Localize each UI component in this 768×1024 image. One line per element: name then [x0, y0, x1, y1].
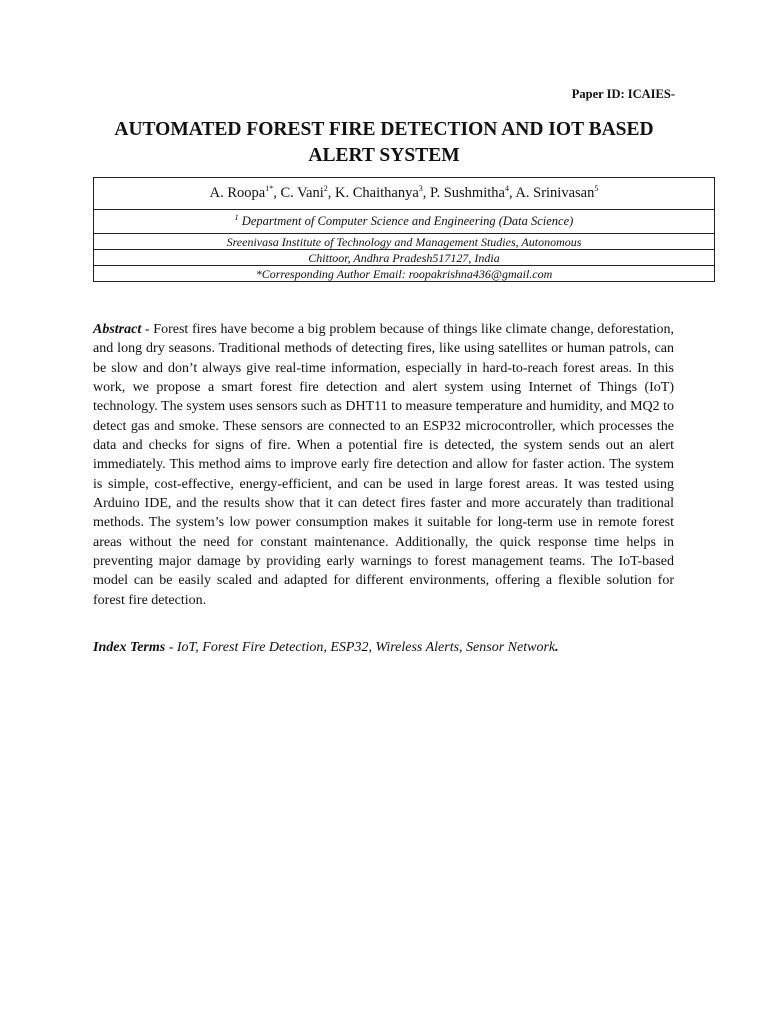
author-name: P. Sushmitha — [430, 185, 505, 201]
author-affiliation-mark: 5 — [594, 184, 599, 194]
author-table — [93, 177, 715, 282]
index-terms-text: IoT, Forest Fire Detection, ESP32, Wireless Alerts, Sensor Network — [176, 640, 556, 655]
department-mark: 1 — [234, 212, 239, 222]
author-affiliation-mark: 4 — [504, 184, 509, 194]
institute-name: Sreenivasa Institute of Technology and Management Studies, Autonomous — [94, 234, 715, 250]
author-affiliation-mark: 2 — [323, 184, 328, 194]
abstract-label: Abstract — [93, 322, 142, 337]
department-name: Department of Computer Science and Engineering (Data Science) — [241, 214, 574, 228]
index-terms-separator: - — [165, 640, 177, 655]
index-terms-end: . — [555, 640, 559, 655]
paper-title: AUTOMATED FOREST FIRE DETECTION AND IOT BASED ALERT SYSTEM — [114, 119, 654, 166]
authors-cell: A. Roopa$^{1*}$, C. Vani$^2$, K. Chaithanya$^3$, P. Sushmitha$^4$, A. Srinivasan$^5$ — [94, 178, 715, 210]
author-name: A. Roopa — [209, 185, 266, 201]
department-row — [94, 210, 715, 234]
abstract-separator: - — [141, 322, 154, 337]
abstract-text: Forest fires have become a big problem because of things like climate change, deforestation, and long dry seasons. Traditional methods of detecting fires, like using satellites or human patrols, can be slow and don’t always give real-time information, especially in hard-to-reach forest areas. In this work, we propose a smart forest fire detection and alert system using Internet of Things (IoT) technology. The system uses sensors such as DHT11 to measure temperature and humidity, and MQ2 to detect gas and smoke. These sensors are connected to an ESP32 microcontroller, which processes the data and checks for signs of fire. When a potential fire is detected, the system sends out an alert immediately. This method aims to improve early fire detection and allow for faster action. The system is simple, cost-effective, energy-efficient, and can be used in large forest areas. It was tested using Arduino IDE, and the results show that it can detect fires faster and more accurately than traditional methods. The system’s low power consumption makes it suitable for long-term use in remote forest areas without the need for constant maintenance. Additionally, the quick response time helps in preventing major damage by providing early warnings to forest management teams. The IoT-based model can be easily scaled and adapted for different environments, offering a flexible solution for forest fire detection. — [93, 322, 675, 608]
index-terms-label: Index Terms — [93, 640, 166, 655]
authors-row — [94, 178, 715, 210]
paper-id: Paper ID: ICAIES- — [571, 87, 675, 101]
abstract — [93, 320, 674, 610]
institute-row — [94, 234, 715, 250]
department-cell — [94, 210, 715, 234]
author-affiliation-mark: 1* — [265, 184, 274, 194]
institute-location: Chittoor, Andhra Pradesh517127, India — [94, 250, 715, 266]
index-terms — [93, 638, 674, 657]
location-row — [94, 250, 715, 266]
author-name: K. Chaithanya — [335, 185, 419, 201]
author-name: A. Srinivasan — [515, 185, 595, 201]
email-row — [94, 266, 715, 282]
corresponding-email: *Corresponding Author Email: roopakrishna436@gmail.com — [94, 266, 715, 282]
author-affiliation-mark: 3 — [418, 184, 423, 194]
author-name: C. Vani — [280, 185, 324, 201]
